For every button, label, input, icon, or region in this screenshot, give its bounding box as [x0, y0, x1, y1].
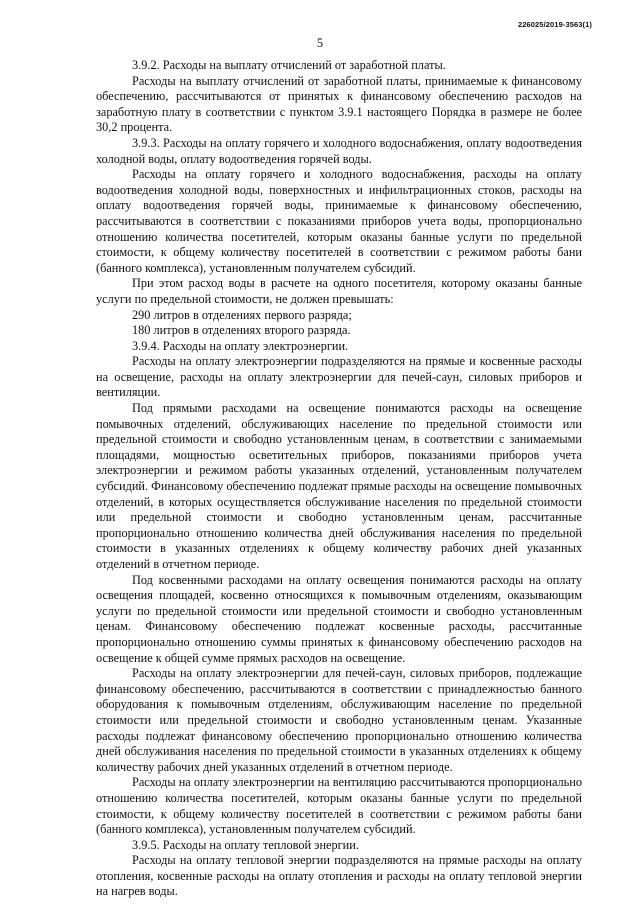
paragraph-3-9-3-heading: 3.9.3. Расходы на оплату горячего и холодного водоснабжения, оплату водоотведения холодной воды, оплату водоотведения горячей воды. [96, 135, 582, 166]
paragraph: Под косвенными расходами на оплату освещения понимаются расходы на оплату освещения площадей, косвенно относящихся к помывочным отделениям, оказывающим услуги по предельной стоимости или предельной стоимости и свободно установленным ценам. Финансовому обеспечению подлежат косвенные расходы, рассчитанные пропорционально отношению суммы принятых к финансовому обеспечению расходов на освещение к общей сумме прямых расходов на освещение. [96, 572, 582, 665]
paragraph: Расходы на оплату тепловой энергии подразделяются на прямые расходы на оплату отопления, косвенные расходы на оплату отопления и расходы на оплату тепловой энергии на нагрев воды. [96, 853, 582, 899]
paragraph-3-9-2-heading: 3.9.2. Расходы на выплату отчислений от заработной платы. [132, 58, 446, 72]
list-item: 290 литров в отделениях первого разряда; [132, 307, 352, 322]
paragraph: Расходы на оплату электроэнергии на вентиляцию рассчитываются пропорционально отношению количества посетителей, которым оказаны банные услуги по предельной стоимости, к общему количеству посетителей в соответствии с режимом работы бани (банного комплекса), установленным получателем субсидий. [96, 775, 582, 837]
paragraph-3-9-5-heading: 3.9.5. Расходы на оплату тепловой энергии. [132, 837, 359, 852]
paragraph: Под прямыми расходами на освещение понимаются расходы на освещение помывочных отделений, обслуживающих население по предельной стоимости или предельной стоимости и свободно установленным ценам, в соответствии с занимаемыми площадями, мощностью осветительных приборов, показаниями приборов учета электроэнергии и режимом работы указанных отделений, установленным получателем субсидий. Финансовому обеспечению подлежат прямые расходы на освещение помывочных отделений, в которых осуществляется обслуживание населения по предельной стоимости или предельной стоимости и свободно установленным ценам, рассчитанные пропорционально отношению количества дней обслуживания населения по предельной стоимости в указанных отделениях к общему количеству рабочих дней указанных отделений в отчетном периоде. [96, 401, 582, 571]
paragraph: Расходы на оплату горячего и холодного водоснабжения, расходы на оплату водоотведения холодной воды, поверхностных и инфильтрационных стоков, расходы на оплату водоотведения горячей воды, принимаемые к финансовому обеспечению, рассчитываются в соответствии с показаниями приборов учета воды, пропорционально отношению количества посетителей, которым оказаны банные услуги по предельной стоимости, к общему количеству посетителей в соответствии с режимом работы бани (банного комплекса), установленным получателем субсидий. [96, 167, 582, 275]
paragraph: При этом расход воды в расчете на одного посетителя, которому оказаны банные услуги по предельной стоимости, не должен превышать: [96, 276, 582, 306]
paragraph: Расходы на оплату электроэнергии для печей-саун, силовых приборов, подлежащие финансовому обеспечению, рассчитываются в соответствии с принадлежностью банного оборудования к помывочным отделениям, обслуживающим население по предельной стоимости или предельной стоимости и свободно установленным ценам. Указанные расходы подлежат финансовому обеспечению пропорционально отношению количества дней обслуживания населения по предельной стоимости в указанных отделениях к общему количеству рабочих дней указанных отделений в отчетном периоде. [96, 666, 582, 774]
page-number: 5 [316, 36, 324, 50]
paragraph: Расходы на оплату электроэнергии подразделяются на прямые и косвенные расходы на освещение, расходы на оплату электроэнергии для печей-саун, силовых приборов и вентиляции. [96, 354, 582, 400]
list-item: 180 литров в отделениях второго разряда. [132, 323, 351, 338]
paragraph-3-9-4-heading: 3.9.4. Расходы на оплату электроэнергии. [132, 338, 349, 353]
document-body [96, 58, 582, 900]
document-code: 226025/2019-3563(1) [517, 20, 592, 29]
paragraph: Расходы на выплату отчислений от заработной платы, принимаемые к финансовому обеспечению, рассчитываются от принятых к финансовому обеспечению расходов на заработную плату в соответствии с пунктом 3.9.1 настоящего Порядка в размере не более 30,2 процента. [96, 73, 582, 135]
